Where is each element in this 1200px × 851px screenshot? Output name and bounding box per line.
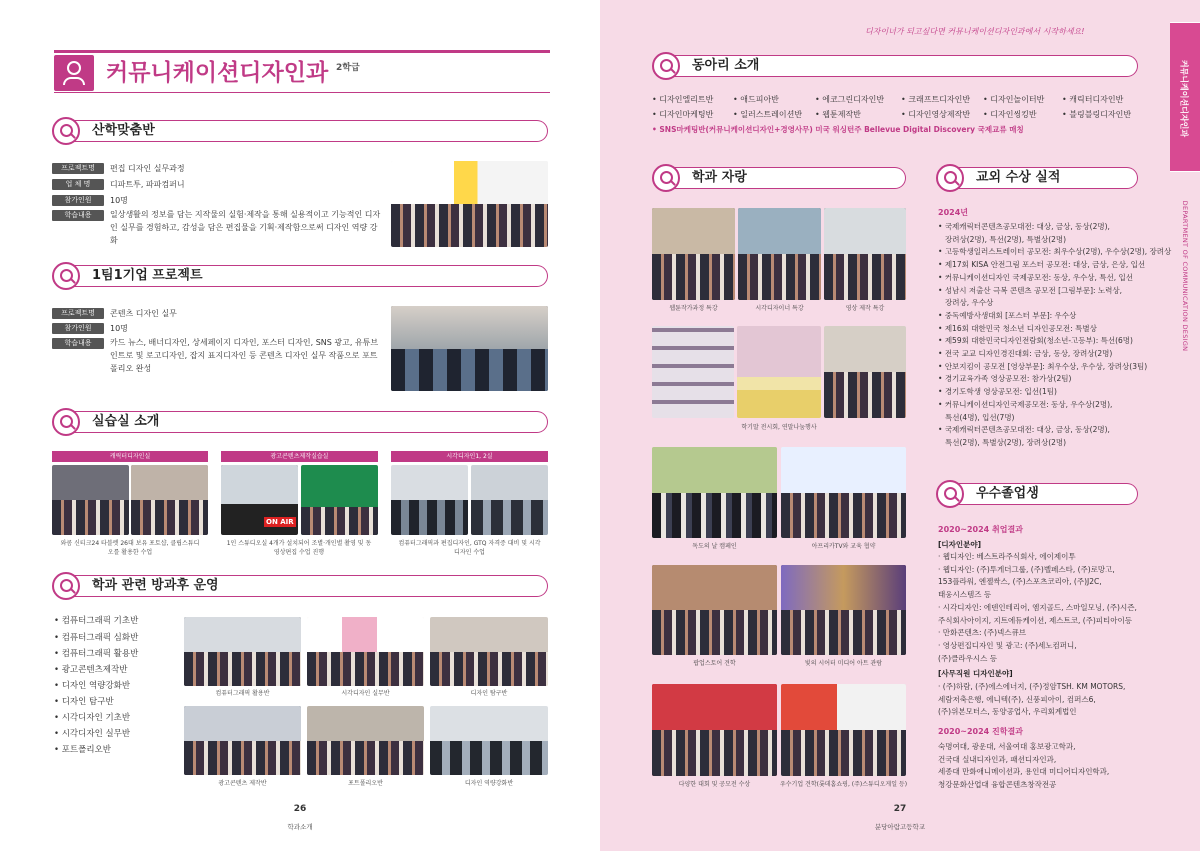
pride-photo (781, 447, 906, 538)
after-list-item: • 시각디자인 실무반 (54, 729, 131, 739)
value: 10명 (110, 324, 128, 333)
club-item: • 에코그린디자인반 (815, 95, 885, 104)
value: 카드 뉴스, 배너디자인, 상세페이지 디자인, 포스터 디자인, SNS 광고, 유튜브 인트로 및 로고디자인, 잡지 표지디자인 등 콘텐츠 디자인 실무 작품으로 포트폴리오 완성 (110, 338, 379, 373)
employment-item: (주)클라우시스 등 (938, 653, 997, 663)
award-item: • 제59회 대한민국디자인전람회(청소년-고등부): 특선(6명) (938, 336, 1133, 346)
section-title: 학과 관련 방과후 운영 (92, 578, 219, 593)
award-item: • 안보지킴이 공모전 [영상부문]: 최우수상, 우수상, 장려상(3팀) (938, 361, 1148, 371)
club-item: • 캐릭터디자인반 (1062, 95, 1124, 104)
after-caption: 컴퓨터그래픽 활용반 (215, 690, 270, 697)
page-title: 커뮤니케이션디자인과 (106, 60, 329, 86)
pride-caption: 영상 제작 특강 (845, 305, 885, 312)
after-photo (430, 706, 548, 775)
pride-caption: 우수기업 견학(롯데홈쇼핑, (주)스튜디오게일 등) (779, 781, 908, 788)
page-footer: 분당아람고등학교 (874, 823, 926, 831)
advancement-item: 건국대 실내디자인과, 패션디자인과, (938, 754, 1057, 764)
club-item: • 일러스트레이션반 (733, 110, 803, 119)
section-grad-header (936, 480, 1138, 508)
design-head: [디자인분야] (938, 540, 982, 549)
after-list-item: • 컴퓨터그래픽 심화반 (54, 633, 139, 643)
award-item: 장려상, 우수상 (945, 298, 994, 308)
title-line-bottom (54, 92, 550, 93)
after-caption: 디자인 탐구반 (470, 690, 508, 697)
office-item: 세람저축은행, 에니텍(주), 신풍피아이, 컴퍼스6, (938, 694, 1096, 704)
pride-photo (652, 684, 777, 776)
awards-year: 2024년 (938, 208, 968, 217)
club-item: • 디자인마케팅반 (652, 110, 714, 119)
advancement-item: 세종대 만화애니메이션과, 용인대 미디어디자인학과, (938, 767, 1110, 777)
label: 참가인원 (52, 195, 104, 206)
pride-photo (824, 208, 906, 300)
value: 10명 (110, 196, 128, 205)
employment-item: · 웹디자인: 베스트라주식회사, 에이제이투 (938, 552, 1076, 561)
section-industry-header (52, 117, 548, 145)
right-page (600, 0, 1200, 851)
club-item: • 웹툰제작반 (815, 110, 861, 119)
employment-item: · 영상편집디자인 및 광고: (주)세노컴퍼니, (938, 640, 1077, 650)
after-photo (184, 706, 301, 775)
label: 학습내용 (52, 210, 104, 221)
pride-caption: 웹툰작가과정 특강 (669, 305, 718, 312)
award-item: • 성남시 저출산 극복 콘텐츠 공모전 [그림부문]: 노력상, (938, 285, 1123, 295)
value: 일상생활의 정보를 담는 지작물의 실험·제작을 통해 실용적이고 기능적인 디자인 실무를 경험하고, 감성을 담은 편집물을 기획·제작함으로써 디자인 역량 강화 (110, 210, 381, 245)
section-club-header (652, 52, 1138, 80)
employment-item: 주식회사아이지, 지트에듀케이션, 제스트코, (주)피티아이등 (938, 615, 1133, 625)
after-caption: 디자인 역량강화반 (464, 780, 514, 787)
industry-class-photo (391, 161, 548, 247)
after-photo (184, 617, 301, 686)
employment-item: 153플라워, 엔젤싹스, (주)스포츠코리아, (주)J2C, (938, 577, 1102, 587)
pride-caption: 독도의 날 캠페인 (692, 543, 737, 550)
after-list-item: • 포트폴리오반 (54, 745, 111, 755)
award-item: • 커뮤니케이션디자인 국제공모전: 동상, 우수상, 특선, 입선 (938, 272, 1134, 282)
side-tab-label: 커뮤니케이션디자인과 (1179, 59, 1189, 138)
after-caption: 포트폴리오반 (348, 780, 383, 787)
advancement-item: 청강문화산업대 융합콘텐츠창작전공 (938, 780, 1057, 790)
after-list-item: • 컴퓨터그래픽 기초반 (54, 616, 139, 626)
after-photo (307, 617, 424, 686)
after-photo (430, 617, 548, 686)
label: 학습내용 (52, 338, 104, 349)
section-title: 우수졸업생 (976, 486, 1039, 501)
magnifier-icon (652, 164, 680, 192)
section-awards-header (936, 164, 1138, 192)
pride-caption: 시각디자이너 특강 (755, 305, 804, 312)
lab-tab: 시각디자인1, 2실 (391, 451, 548, 462)
after-list-item: • 디자인 탐구반 (54, 697, 114, 707)
section-pride-header (652, 164, 906, 192)
pride-caption: 아프리카TV와 교육 협약 (811, 543, 876, 550)
section-title: 1팀1기업 프로젝트 (92, 268, 203, 283)
pride-photo (652, 565, 777, 655)
lab-tab: 캐릭터디자인실 (52, 451, 208, 462)
label: 프로젝트명 (52, 163, 104, 174)
award-item: 특선(2명), 특별상(2명), 장려상(2명) (945, 437, 1067, 447)
lab-photo (221, 465, 298, 535)
lab-photo (301, 465, 378, 535)
employment-item: · 시각디자인: 에덴인테리어, 엠지골드, 스마일모닝, (주)시즌, (938, 602, 1137, 612)
grade-label: 2학급 (336, 63, 360, 73)
award-item: • 고등학생일러스트레이터 공모전: 최우수상(2명), 우수상(2명), 장려상 (938, 247, 1172, 257)
pride-caption: 다양한 대회 및 공모전 수상 (678, 781, 751, 788)
magnifier-icon (52, 408, 80, 436)
value: 콘텐츠 디자인 실무 (110, 309, 177, 318)
pride-caption: 빛의 시어터 미디어 아트 관람 (804, 660, 883, 667)
lab-photo (131, 465, 208, 535)
lab-photo (471, 465, 548, 535)
award-item: 장려상(2명), 특선(2명), 특별상(2명) (945, 234, 1067, 244)
lab-tab: 광고콘텐츠제작실습실 (221, 451, 378, 462)
value: 디파트투, 파파컴퍼니 (110, 180, 185, 189)
on-air-sign: ON AIR (266, 518, 294, 526)
club-item: • 디자인놀이터반 (983, 95, 1045, 104)
club-item: • 애드피아반 (733, 95, 779, 104)
award-item: 특선(4명), 입선(7명) (945, 412, 1015, 422)
office-head: [사무직원 디자인분야] (938, 669, 1013, 678)
lab-caption: 컴퓨터그래픽과 편집디자인, GTQ 자격증 대비 및 시각디자인 수업 (398, 540, 541, 556)
lab-photo (52, 465, 129, 535)
label: 프로젝트명 (52, 308, 104, 319)
club-item: • 디자인엘리트반 (652, 95, 714, 104)
club-sns: • SNS마케팅반(커뮤니케이션디자인+경영사무) 미국 워싱턴주 Bellevue Digital Discovery 국제교류 매칭 (652, 125, 1024, 134)
pride-photo (652, 326, 734, 418)
magnifier-icon (652, 52, 680, 80)
pride-photo (824, 326, 906, 418)
section-title: 산학맞춤반 (92, 123, 155, 138)
lab-caption: 1인 스튜디오실 4개가 설치되어 조별·개인별 촬영 및 동영상편집 수업 진행 (226, 540, 372, 556)
award-item: • 경기교육가족 영상공모전: 참가상(2팀) (938, 374, 1072, 384)
section-after-header (52, 572, 548, 600)
employment-item: · 웹디자인: (주)투게더그룹, (주)벨페스타, (주)로망고, (938, 564, 1115, 574)
title-line (54, 50, 550, 53)
employment-item: · 만화콘텐츠: (주)넥스큐브 (938, 628, 1026, 638)
magnifier-icon (936, 480, 964, 508)
label: 업 체 명 (52, 179, 104, 190)
award-item: • 국제캐릭터콘텐츠공모대전: 대상, 금상, 동상(2명), (938, 425, 1110, 435)
page-number: 27 (893, 804, 907, 814)
lab-photo (391, 465, 468, 535)
award-item: • 중독예방사생대회 [포스터 부문]: 우수상 (938, 310, 1077, 320)
after-list-item: • 디자인 역량강화반 (54, 681, 131, 691)
dept-icon (54, 55, 94, 91)
award-item: • 제17회 KISA 안전그림 포스터 공모전: 대상, 금상, 은상, 입선 (938, 260, 1146, 270)
pride-caption: 학기말 전시회, 연말나눔행사 (741, 424, 817, 431)
after-caption: 광고콘텐츠 제작반 (218, 780, 267, 787)
award-item: • 커뮤니케이션디자인국제공모전: 동상, 우수상(2명), (938, 399, 1113, 409)
section-labs-header (52, 408, 548, 436)
club-item: • 디자인영상제작반 (901, 110, 971, 119)
after-list-item: • 광고콘텐츠제작반 (54, 665, 128, 675)
after-caption: 시각디자인 실무반 (341, 690, 390, 697)
section-title: 교외 수상 실적 (976, 170, 1061, 185)
after-list-item: • 시각디자인 기초반 (54, 713, 131, 723)
after-list-item: • 컴퓨터그래픽 활용반 (54, 649, 139, 659)
pride-photo (652, 208, 735, 300)
label: 참가인원 (52, 323, 104, 334)
pride-photo (652, 447, 777, 538)
award-item: • 전국 교교 디자인경진대회: 금상, 동상, 장려상(2명) (938, 349, 1113, 358)
section-title: 동아리 소개 (692, 58, 760, 73)
page-number: 26 (293, 804, 307, 814)
pride-caption: 팝업스토어 견학 (693, 660, 736, 667)
magnifier-icon (936, 164, 964, 192)
club-item: • 크래프트디자인반 (901, 95, 971, 104)
advancement-item: 숙명여대, 광운대, 서울여대 홍보광고학과, (938, 742, 1076, 751)
pride-photo (738, 208, 821, 300)
section-team-header (52, 262, 548, 290)
lab-caption: 와콤 신티크24 타블렛 26대 보유 포토샵, 클립스튜디오를 활용한 수업 (60, 540, 200, 556)
after-photo (307, 706, 424, 775)
club-item: • 디자인씽킹반 (983, 110, 1037, 119)
award-item: • 경기도학생 영상공모전: 입선(1팀) (938, 387, 1057, 397)
tagline: 디자이너가 되고싶다면 커뮤니케이션디자인과에서 시작하세요! (865, 27, 1085, 36)
employment-item: 태웅시스템즈 등 (938, 590, 992, 600)
pride-photo (781, 565, 906, 655)
magnifier-icon (52, 572, 80, 600)
pride-photo (737, 326, 821, 418)
office-item: · (주)하람, (주)에스에너지, (주)정암TSH. KM MOTORS, (938, 682, 1126, 691)
page-footer: 학과소개 (287, 823, 313, 831)
club-item: • 블링블링디자인반 (1062, 110, 1132, 119)
pride-photo (781, 684, 906, 776)
employment-title: 2020~2024 취업결과 (938, 525, 1023, 534)
magnifier-icon (52, 117, 80, 145)
advancement-title: 2020~2024 진학결과 (938, 727, 1023, 736)
side-english: DEPARTMENT OF COMMUNICATION DESIGN (1181, 200, 1189, 352)
team-project-photo (391, 306, 548, 391)
award-item: • 국제캐릭터콘텐츠공모대전: 대상, 금상, 동상(2명), (938, 222, 1110, 231)
award-item: • 제16회 대한민국 청소년 디자인공모전: 특별상 (938, 323, 1097, 333)
section-title: 실습실 소개 (92, 414, 160, 429)
value: 편집 디자인 실무과정 (110, 164, 185, 173)
section-title: 학과 자랑 (692, 170, 747, 185)
office-item: (주)위본모터스, 동양공업사, 우리회계법인 (938, 707, 1077, 717)
magnifier-icon (52, 262, 80, 290)
